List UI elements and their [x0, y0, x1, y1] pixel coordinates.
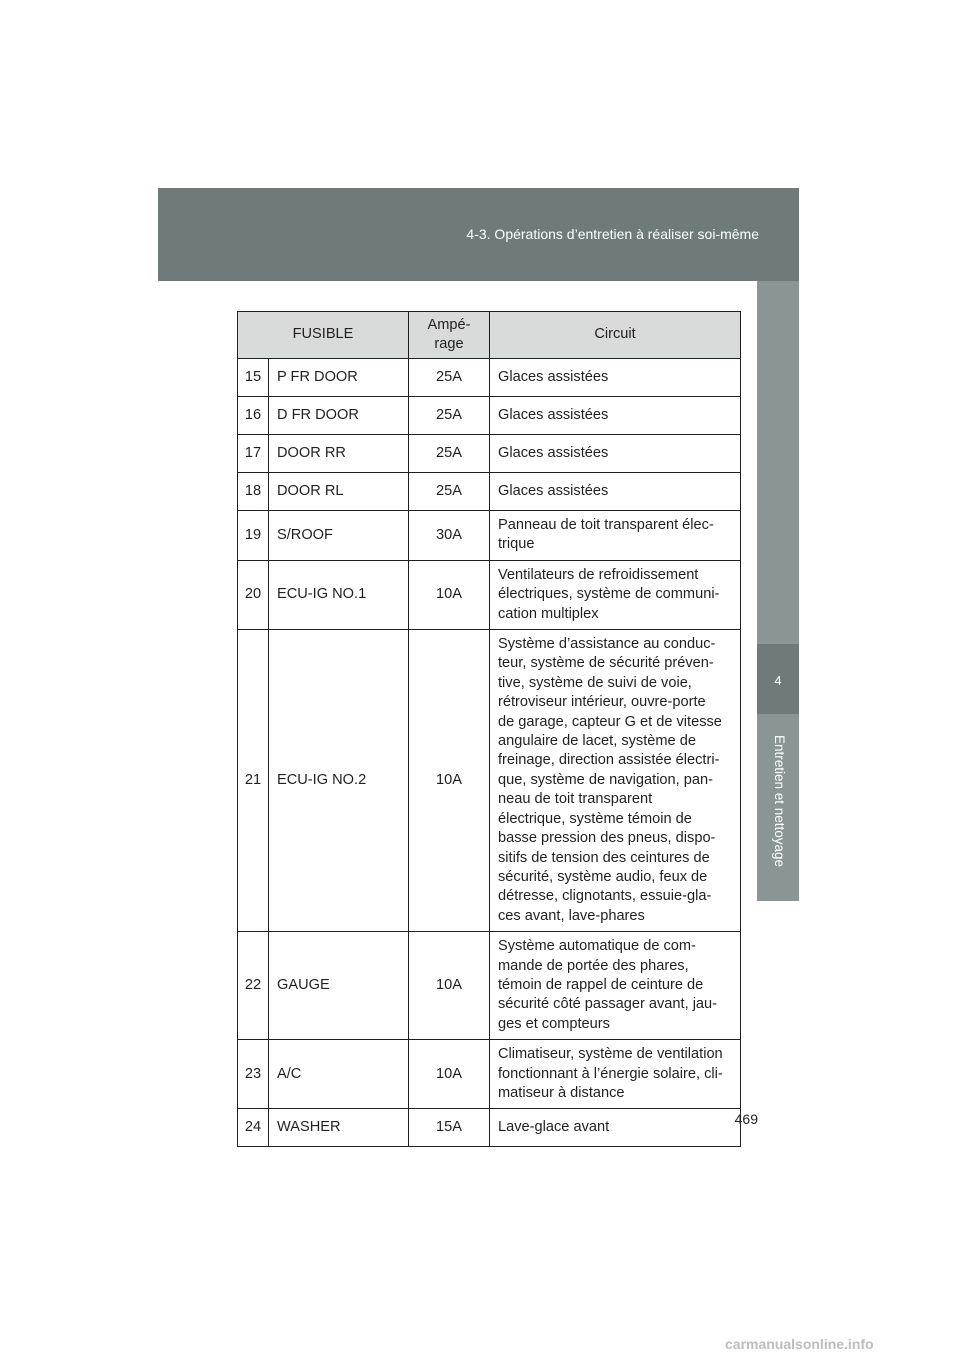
table-row — [238, 397, 741, 435]
chapter-label: Entretien et nettoyage — [772, 734, 787, 868]
watermark: carmanualsonline.info — [725, 1336, 874, 1352]
table-row — [238, 560, 741, 629]
fuse-circuit-cell: Lave-glace avant — [490, 1109, 741, 1147]
fuse-name-cell: WASHER — [269, 1109, 409, 1147]
fuse-amperage-cell: 10A — [409, 630, 490, 932]
fuse-number-cell: 23 — [238, 1040, 269, 1109]
fuse-circuit-cell: Système automatique de com- mande de portée des phares, témoin de rappel de ceinture de sécurité côté passager avant, jau- ges et compteurs — [490, 932, 741, 1040]
table-row — [238, 630, 741, 932]
fuse-circuit-cell: Système d’assistance au conduc- teur, système de sécurité préven- tive, système de suivi de voie, rétroviseur intérieur, ouvre-porte de garage, capteur G et de vitesse angulaire de lacet, système de freinage, direction assistée électri- que, système de navigation, pan- neau de toit transparent électrique, système témoin de basse pression des pneus, dispo- sitifs de tension des ceintures de sécurité, système audio, feux de détresse, clignotants, essuie-gla- ces avant, lave-phares — [490, 630, 741, 932]
table-row — [238, 1109, 741, 1147]
fuse-amperage-cell: 25A — [409, 397, 490, 435]
fuse-circuit-cell: Glaces assistées — [490, 435, 741, 473]
fuse-name-cell: S/ROOF — [269, 511, 409, 561]
table-row — [238, 1040, 741, 1109]
fuse-amperage-cell: 10A — [409, 932, 490, 1040]
fuse-number-cell: 16 — [238, 397, 269, 435]
section-title: 4-3. Opérations d’entretien à réaliser soi-même — [466, 226, 759, 242]
table-row — [238, 473, 741, 511]
fuse-circuit-cell: Climatiseur, système de ventilation fonctionnant à l’énergie solaire, cli- matiseur à distance — [490, 1040, 741, 1109]
fuse-circuit-cell: Ventilateurs de refroidissement électriques, système de communi- cation multiplex — [490, 560, 741, 629]
fuse-number-cell: 20 — [238, 560, 269, 629]
fuse-number-cell: 17 — [238, 435, 269, 473]
fuse-amperage-cell: 30A — [409, 511, 490, 561]
fuse-name-cell: A/C — [269, 1040, 409, 1109]
fuse-table-body — [238, 359, 741, 1147]
fuse-circuit-cell: Glaces assistées — [490, 397, 741, 435]
fuse-circuit-cell: Glaces assistées — [490, 473, 741, 511]
fuse-name-cell: ECU-IG NO.1 — [269, 560, 409, 629]
fuse-amperage-cell: 25A — [409, 359, 490, 397]
fuse-amperage-cell: 10A — [409, 560, 490, 629]
fuse-name-cell: P FR DOOR — [269, 359, 409, 397]
table-header-row — [238, 312, 741, 359]
fuse-name-cell: ECU-IG NO.2 — [269, 630, 409, 932]
fuse-amperage-cell: 25A — [409, 435, 490, 473]
fuse-amperage-cell: 10A — [409, 1040, 490, 1109]
chapter-number: 4 — [774, 673, 782, 688]
column-header-circuit: Circuit — [490, 312, 741, 359]
fuse-amperage-cell: 25A — [409, 473, 490, 511]
fuse-circuit-cell: Glaces assistées — [490, 359, 741, 397]
table-row — [238, 511, 741, 561]
column-header-fuse: FUSIBLE — [238, 312, 409, 359]
fuse-name-cell: DOOR RL — [269, 473, 409, 511]
table-row — [238, 435, 741, 473]
fuse-name-cell: GAUGE — [269, 932, 409, 1040]
fuse-number-cell: 24 — [238, 1109, 269, 1147]
table-row — [238, 932, 741, 1040]
fuse-name-cell: DOOR RR — [269, 435, 409, 473]
header-band — [158, 188, 799, 281]
fuse-circuit-cell: Panneau de toit transparent élec- trique — [490, 511, 741, 561]
table-row — [238, 359, 741, 397]
fuse-number-cell: 21 — [238, 630, 269, 932]
column-header-amperage: Ampé- rage — [409, 312, 490, 359]
fuse-number-cell: 22 — [238, 932, 269, 1040]
fuse-number-cell: 18 — [238, 473, 269, 511]
fuse-name-cell: D FR DOOR — [269, 397, 409, 435]
page-number: 469 — [734, 1111, 758, 1127]
fuse-number-cell: 15 — [238, 359, 269, 397]
fuse-table — [237, 311, 741, 1147]
fuse-amperage-cell: 15A — [409, 1109, 490, 1147]
fuse-number-cell: 19 — [238, 511, 269, 561]
chapter-side-tab — [757, 281, 799, 901]
